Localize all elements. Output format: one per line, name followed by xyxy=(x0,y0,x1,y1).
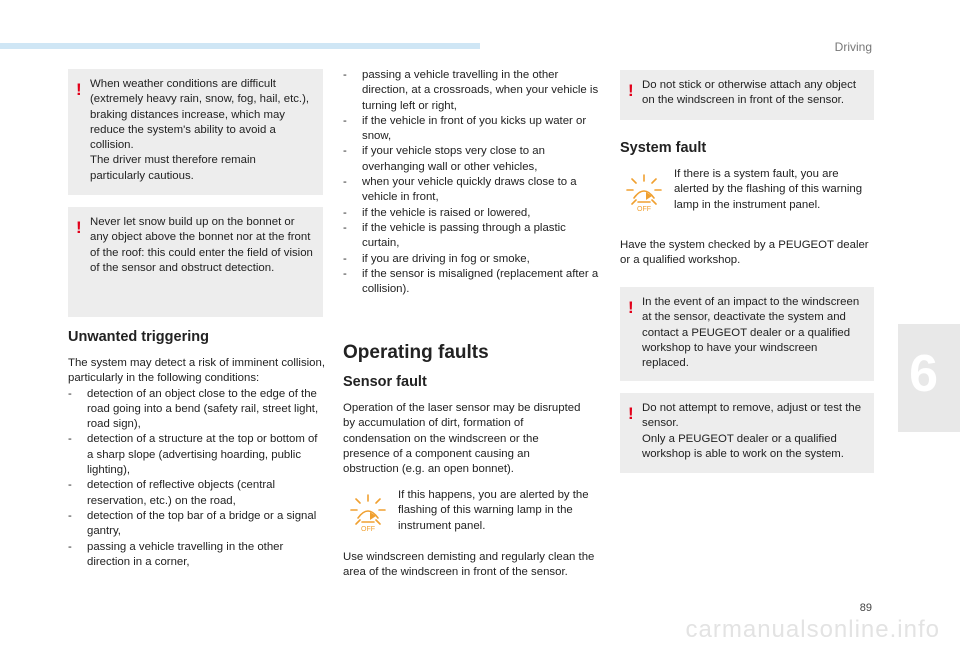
warning-text: Do not attempt to remove, adjust or test the sensor. xyxy=(642,402,862,430)
list-item: - if the vehicle in front of you kicks up water or snow, xyxy=(343,114,605,145)
windscreen-demisting-paragraph xyxy=(343,550,605,581)
system-check-paragraph xyxy=(620,238,874,269)
warning-box-sensor-tamper xyxy=(620,393,874,473)
off-label: OFF xyxy=(361,526,375,532)
heading-sensor-fault: Sensor fault xyxy=(343,374,427,390)
warning-exclamation-icon: ! xyxy=(628,81,634,100)
list-item: - if the sensor is misaligned (replacement after a collision). xyxy=(343,267,605,298)
warning-exclamation-icon: ! xyxy=(76,218,82,237)
system-fault-lamp-text xyxy=(674,167,874,213)
list-item: - detection of an object close to the edge of the road going into a bend (safety rail, street light, road sign), xyxy=(68,387,326,433)
warning-text: Do not stick or otherwise attach any object on the windscreen in front of the sensor. xyxy=(642,79,856,107)
unwanted-triggering-text xyxy=(68,356,326,570)
sensor-fault-lamp-text xyxy=(398,488,598,534)
chapter-number: 6 xyxy=(909,345,938,403)
warning-box-windscreen-impact xyxy=(620,287,874,381)
off-label: OFF xyxy=(637,206,651,212)
warning-text: In the event of an impact to the windscreen at the sensor, deactivate the system and contact a PEUGEOT dealer or a qualified workshop to have your windscreen replaced. xyxy=(642,296,860,370)
warning-box-windscreen-object xyxy=(620,70,874,120)
watermark: carmanualsonline.info xyxy=(685,616,940,643)
paragraph: Use windscreen demisting and regularly clean the area of the windscreen in front of the sensor. xyxy=(343,551,595,579)
section-title: Driving xyxy=(834,40,872,54)
header-accent-bar xyxy=(0,43,480,49)
collision-warning-off-lamp-icon xyxy=(348,492,388,532)
paragraph: Operation of the laser sensor may be disrupted by accumulation of dirt, formation of condensation on the windscreen or the presence of a component causing an obstruction (e.g. an open bonnet). xyxy=(343,402,581,476)
heading-system-fault: System fault xyxy=(620,140,707,156)
collision-warning-off-lamp-icon xyxy=(624,172,664,212)
list-item: - if you are driving in fog or smoke, xyxy=(343,252,605,267)
list-item: - detection of reflective objects (central reservation, etc.) on the road, xyxy=(68,478,326,509)
list-item: - if the vehicle is passing through a plastic curtain, xyxy=(343,221,605,252)
warning-box-snow xyxy=(68,207,323,317)
warning-text: Only a PEUGEOT dealer or a qualified workshop is able to work on the system. xyxy=(642,432,844,460)
list-item: - passing a vehicle travelling in the other direction, at a crossroads, when your vehicle is turning left or right, xyxy=(343,68,605,114)
condition-list xyxy=(68,387,326,571)
warning-text: Never let snow build up on the bonnet or any object above the bonnet nor at the front of the roof: this could enter the field of vision of the sensor and obstruct detection. xyxy=(90,216,313,274)
list-item: - passing a vehicle travelling in the other direction in a corner, xyxy=(68,540,326,571)
heading-operating-faults: Operating faults xyxy=(343,342,489,363)
list-item: - if the vehicle is raised or lowered, xyxy=(343,206,605,221)
paragraph: Have the system checked by a PEUGEOT dealer or a qualified workshop. xyxy=(620,239,869,267)
warning-box-weather xyxy=(68,69,323,195)
paragraph: If this happens, you are alerted by the flashing of this warning lamp in the instrument panel. xyxy=(398,489,589,532)
list-item: - detection of a structure at the top or bottom of a sharp slope (advertising hoarding, public lighting), xyxy=(68,432,326,478)
warning-text: When weather conditions are difficult (extremely heavy rain, snow, fog, hail, etc.), braking distances increase, which may reduce the system's ability to avoid a collision. xyxy=(90,78,310,152)
condition-list-continued xyxy=(343,68,605,297)
list-item: - detection of the top bar of a bridge or a signal gantry, xyxy=(68,509,326,540)
warning-exclamation-icon: ! xyxy=(628,404,634,423)
warning-exclamation-icon: ! xyxy=(628,298,634,317)
paragraph: If there is a system fault, you are alerted by the flashing of this warning lamp in the instrument panel. xyxy=(674,168,863,211)
page-number: 89 xyxy=(859,602,872,614)
heading-unwanted-triggering: Unwanted triggering xyxy=(68,329,209,345)
intro-paragraph: The system may detect a risk of imminent collision, particularly in the following conditions: xyxy=(68,357,326,385)
warning-exclamation-icon: ! xyxy=(76,80,82,99)
warning-text: The driver must therefore remain particularly cautious. xyxy=(90,154,256,182)
list-item: - when your vehicle quickly draws close to a vehicle in front, xyxy=(343,175,605,206)
list-item: - if your vehicle stops very close to an overhanging wall or other vehicles, xyxy=(343,144,605,175)
sensor-fault-paragraph xyxy=(343,401,583,477)
